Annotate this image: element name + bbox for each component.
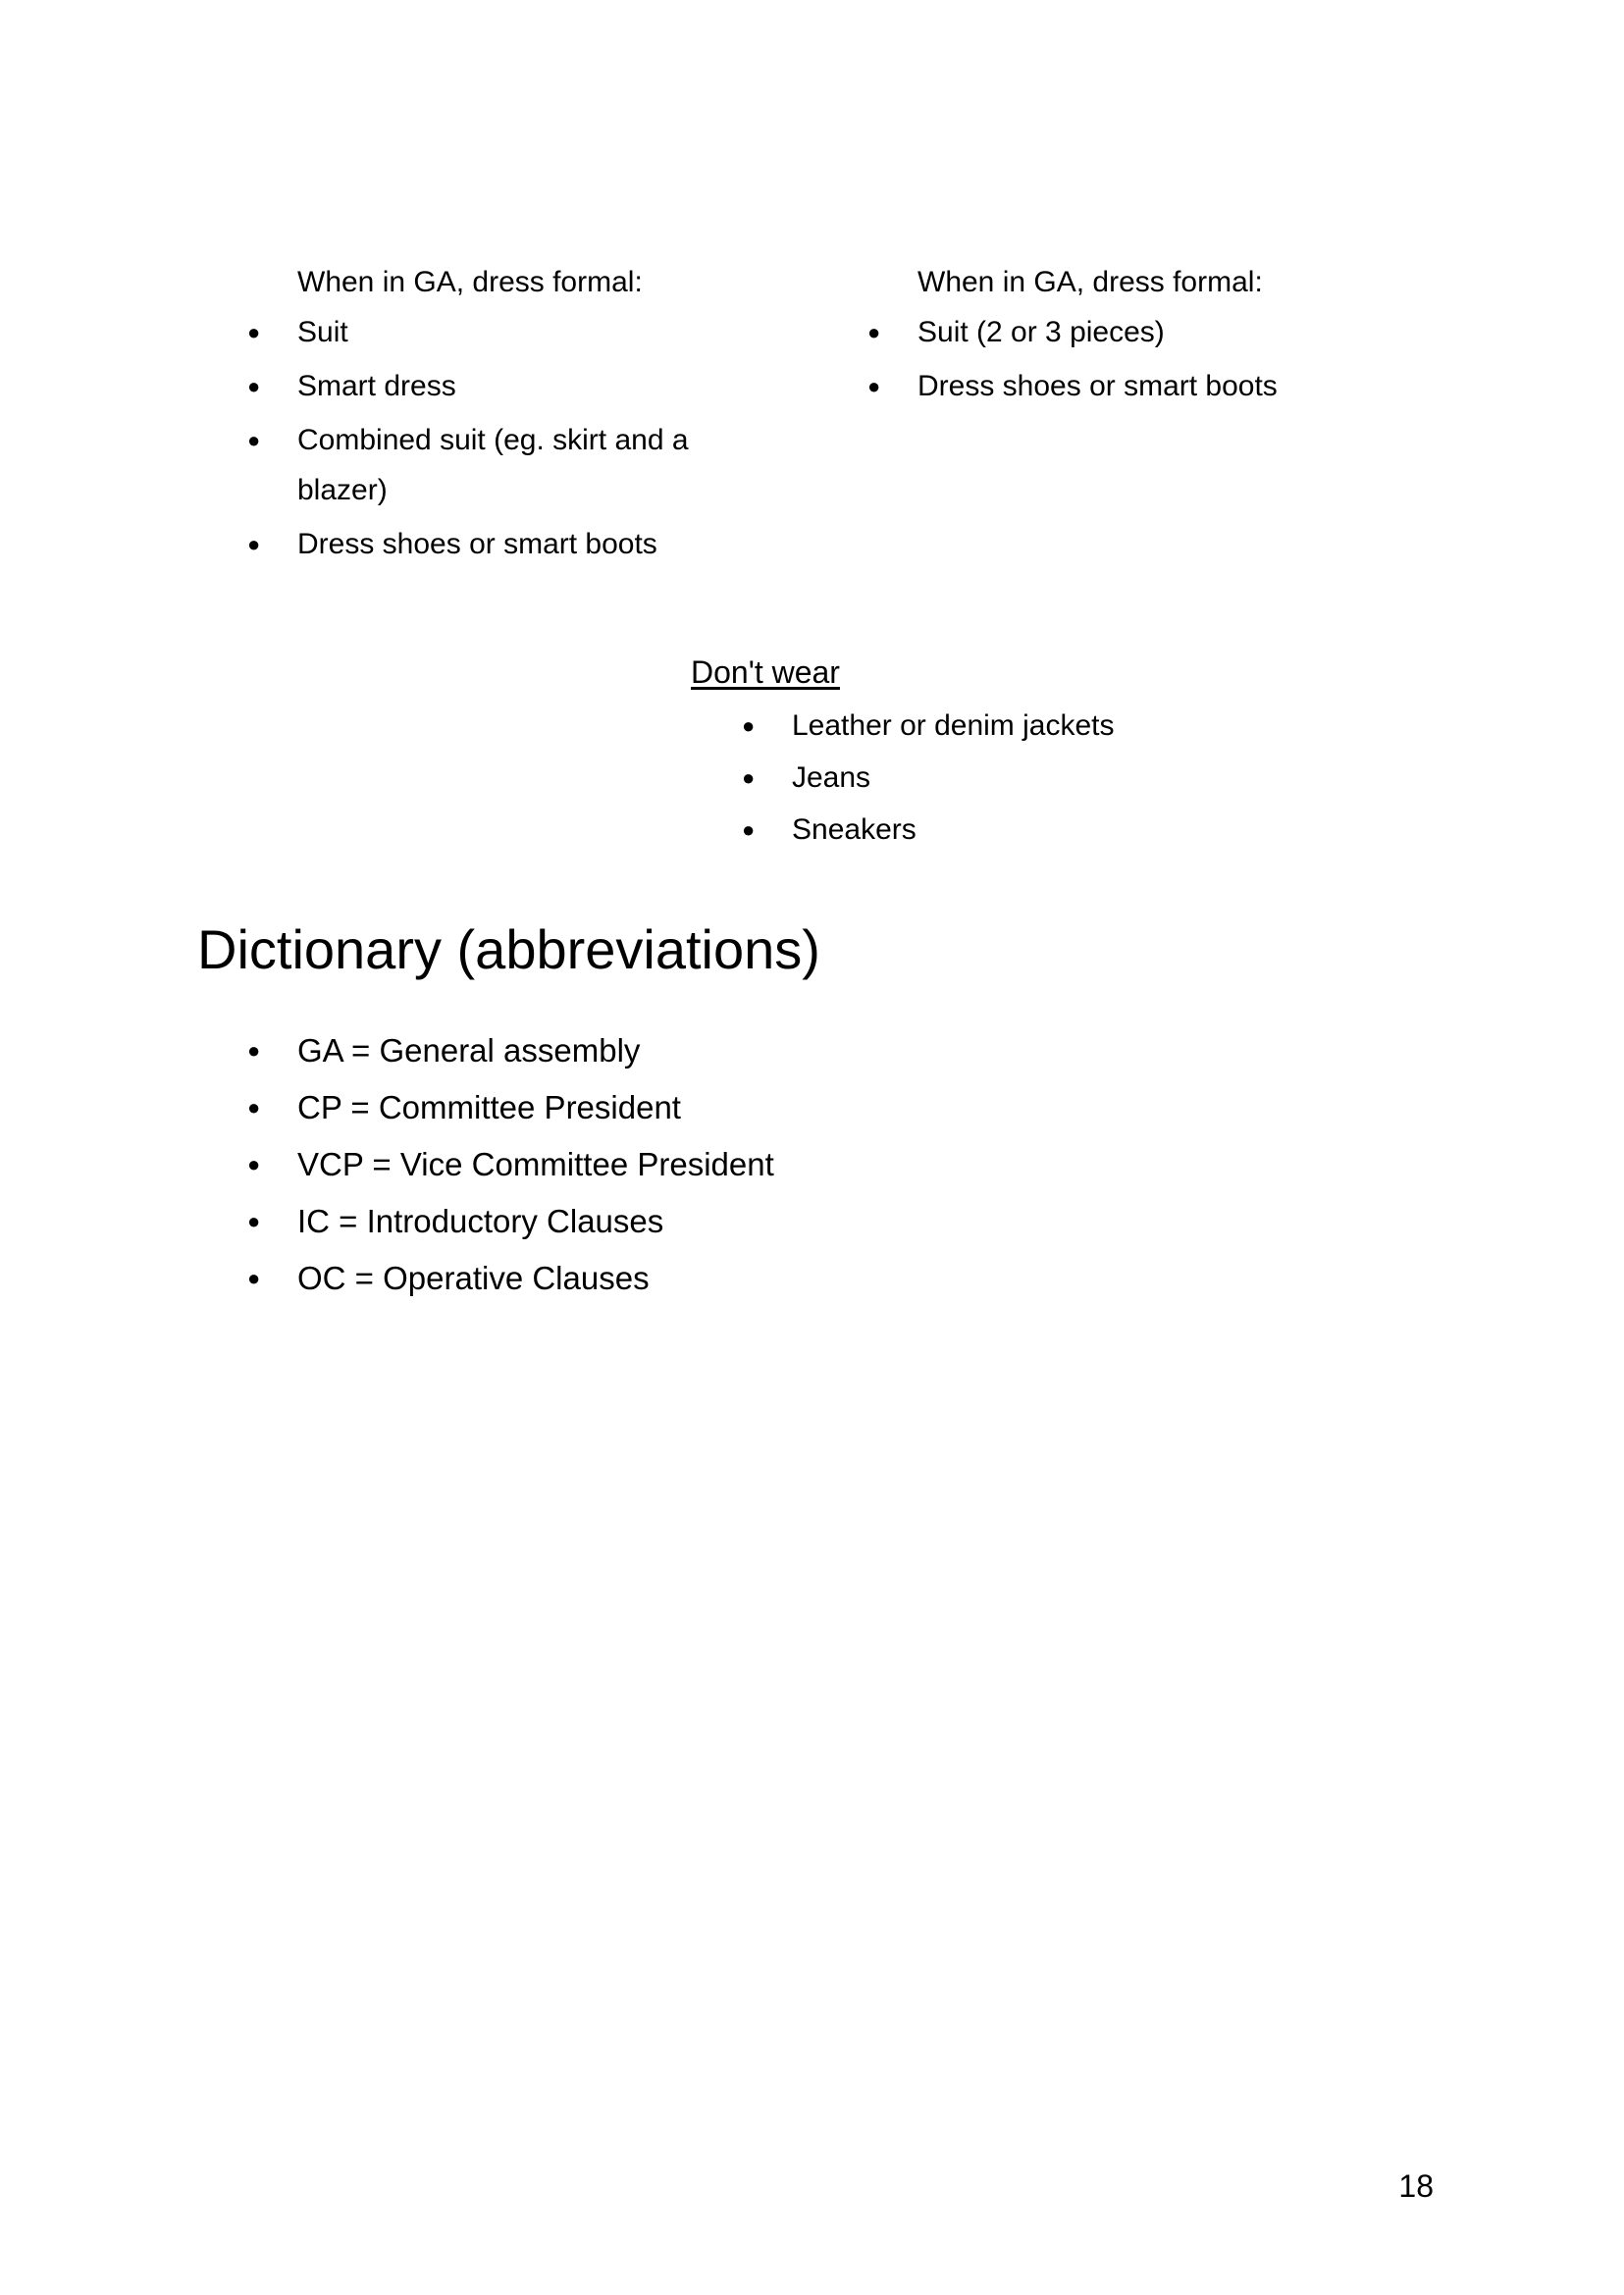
- list-item: [247, 1193, 774, 1250]
- page-number: 18: [1398, 2168, 1434, 2204]
- dress-code-right-list: [867, 307, 1358, 411]
- bullet-icon: ●: [247, 428, 261, 452]
- list-item-text: Leather or denim jackets: [792, 709, 1115, 742]
- dress-code-left-column: [247, 257, 738, 573]
- list-item: [247, 1079, 774, 1136]
- list-item-text: IC = Introductory Clauses: [297, 1203, 664, 1239]
- list-item: [247, 519, 709, 569]
- dress-code-right-heading: When in GA, dress formal:: [917, 266, 1263, 298]
- list-item-text: CP = Committee President: [297, 1089, 681, 1125]
- list-item-text: Jeans: [792, 761, 871, 794]
- list-item-text: OC = Operative Clauses: [297, 1260, 650, 1296]
- list-item-text: Combined suit (eg. skirt and a blazer): [297, 424, 689, 506]
- list-item: [742, 700, 1115, 752]
- dont-wear-section: [691, 645, 1115, 856]
- list-item-text: GA = General assembly: [297, 1032, 641, 1069]
- list-item: [867, 307, 1358, 357]
- dress-code-right-column: [867, 257, 1358, 415]
- list-item: [867, 361, 1358, 411]
- list-item-text: Smart dress: [297, 370, 456, 402]
- bullet-icon: ●: [867, 320, 881, 344]
- list-item: [247, 307, 709, 357]
- bullet-icon: ●: [742, 817, 756, 842]
- list-item: [742, 752, 1115, 804]
- dress-code-left-list: [247, 307, 738, 569]
- bullet-icon: ●: [247, 1038, 261, 1063]
- bullet-icon: ●: [742, 765, 756, 790]
- list-item: [247, 361, 709, 411]
- bullet-icon: ●: [247, 532, 261, 556]
- list-item-text: Suit (2 or 3 pieces): [917, 316, 1165, 348]
- dictionary-list: [247, 1022, 774, 1307]
- list-item-text: Dress shoes or smart boots: [917, 370, 1278, 402]
- bullet-icon: ●: [247, 1266, 261, 1290]
- bullet-icon: ●: [742, 713, 756, 738]
- dictionary-title: Dictionary (abbreviations): [197, 918, 820, 980]
- dont-wear-list: [742, 700, 1115, 856]
- list-item: [247, 1250, 774, 1307]
- list-item-text: Sneakers: [792, 813, 917, 846]
- bullet-icon: ●: [867, 374, 881, 398]
- dont-wear-heading: Don't wear: [691, 654, 840, 690]
- list-item-text: Dress shoes or smart boots: [297, 528, 657, 560]
- bullet-icon: ●: [247, 374, 261, 398]
- bullet-icon: ●: [247, 320, 261, 344]
- list-item: [247, 1136, 774, 1193]
- list-item-text: Suit: [297, 316, 348, 348]
- list-item: [742, 804, 1115, 856]
- list-item: [247, 1022, 774, 1079]
- bullet-icon: ●: [247, 1095, 261, 1120]
- list-item: [247, 415, 709, 515]
- dress-code-left-heading: When in GA, dress formal:: [297, 266, 643, 298]
- bullet-icon: ●: [247, 1152, 261, 1176]
- list-item-text: VCP = Vice Committee President: [297, 1146, 774, 1182]
- bullet-icon: ●: [247, 1209, 261, 1233]
